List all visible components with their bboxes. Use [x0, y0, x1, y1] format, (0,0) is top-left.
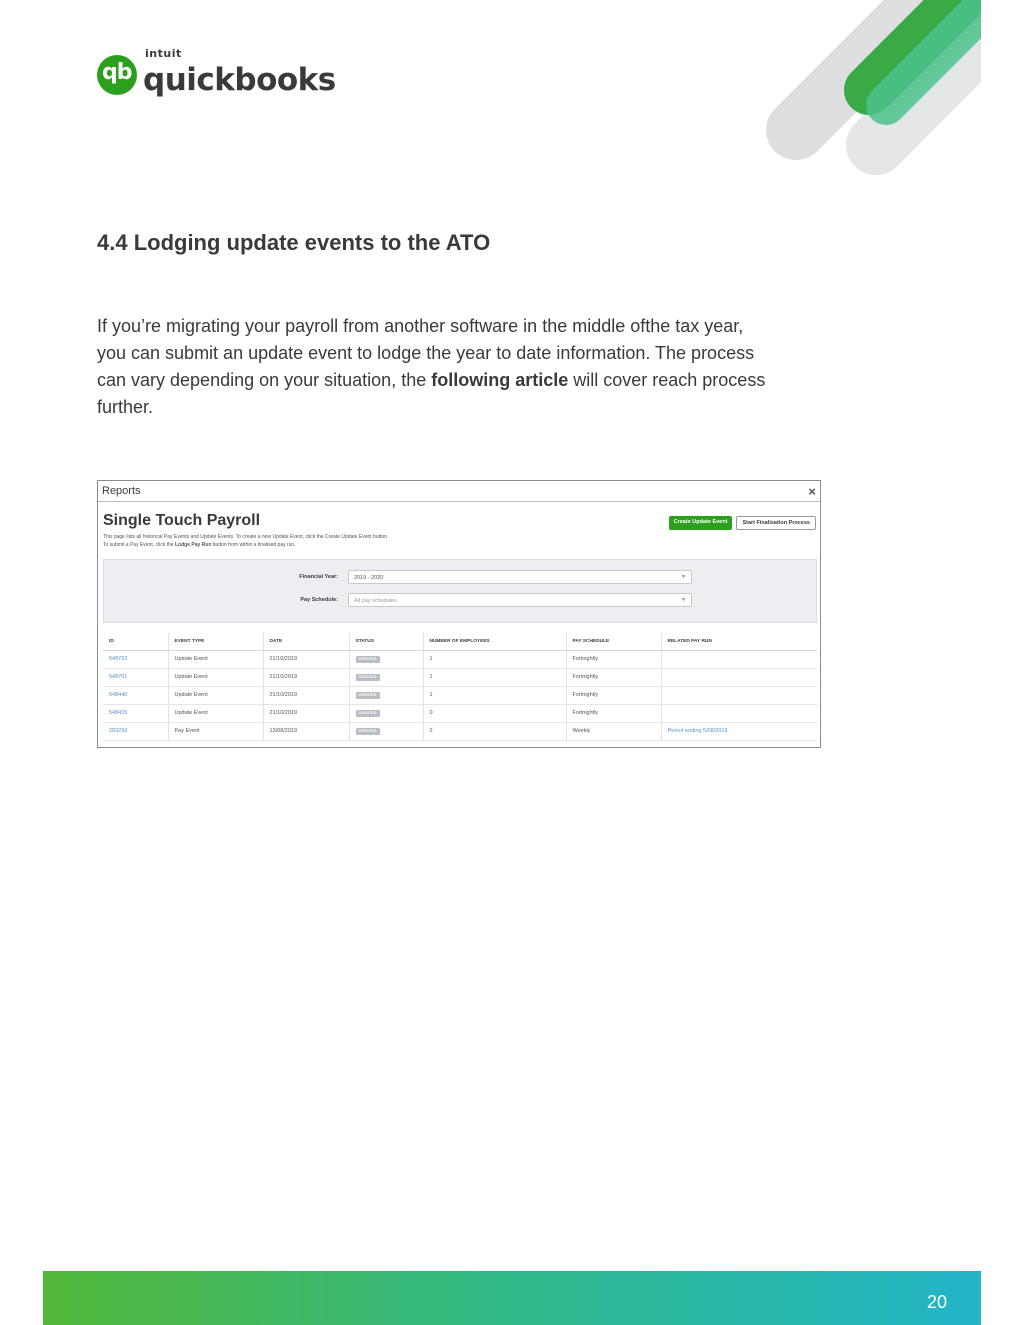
section-heading: 4.4 Lodging update events to the ATO — [97, 230, 491, 255]
related-pay-run — [661, 704, 817, 722]
header-actions — [669, 516, 816, 530]
event-status — [349, 668, 423, 686]
body-text-part1: If you’re migrating your payroll from another software in the middle ofthe tax year, you can submit an update event to lodge the year to date information. The process can vary depending on your situation, the — [97, 316, 755, 390]
pay-schedule: Fortnightly — [566, 650, 661, 668]
logo-intuit: intuit — [145, 46, 182, 60]
column-header[interactable]: STATUS — [349, 633, 423, 650]
event-date: 21/10/2019 — [263, 650, 349, 668]
event-status — [349, 722, 423, 740]
table-header-row — [103, 633, 817, 650]
event-id-link[interactable]: 548415 — [103, 704, 168, 722]
financial-year-row — [104, 570, 816, 584]
pay-schedule-select[interactable]: All pay schedules ▼ — [348, 593, 692, 607]
event-type: Update Event — [168, 650, 263, 668]
logo-quickbooks: quickbooks — [143, 61, 336, 98]
status-badge: CREATED — [356, 728, 380, 735]
pay-schedule: Fortnightly — [566, 668, 661, 686]
related-pay-run — [661, 668, 817, 686]
event-type: Update Event — [168, 668, 263, 686]
start-finalisation-button[interactable]: Start Finalisation Process — [736, 516, 816, 530]
status-badge: CREATED — [356, 710, 380, 717]
employee-count: 2 — [423, 722, 566, 740]
event-id-link[interactable]: 548722 — [103, 650, 168, 668]
column-header[interactable]: RELATED PAY RUN — [661, 633, 817, 650]
status-badge: CREATED — [356, 692, 380, 699]
description-line-1: This page lists all historical Pay Events and Update Events. To create a new Update Event, click the Create Update Event button. — [103, 534, 389, 540]
event-type: Update Event — [168, 704, 263, 722]
pay-schedule-label: Pay Schedule: — [300, 597, 338, 603]
event-date: 21/10/2019 — [263, 668, 349, 686]
financial-year-select[interactable]: 2019 - 2020 ▼ — [348, 570, 692, 584]
pay-schedule: Fortnightly — [566, 686, 661, 704]
page-description — [103, 534, 815, 549]
table-row — [103, 704, 817, 722]
column-header[interactable]: EVENT TYPE — [168, 633, 263, 650]
employee-count: 1 — [423, 668, 566, 686]
financial-year-label: Financial Year: — [299, 574, 338, 580]
following-article-link[interactable]: following article — [431, 370, 569, 390]
close-icon[interactable]: × — [808, 483, 816, 499]
page-title: Single Touch Payroll — [103, 512, 261, 529]
event-id-link[interactable]: 548440 — [103, 686, 168, 704]
event-status — [349, 686, 423, 704]
footer-bar — [43, 1271, 981, 1325]
page-number: 20 — [926, 1292, 947, 1312]
event-id-link[interactable]: 283293 — [103, 722, 168, 740]
description-line-2: To submit a Pay Event, click the Lodge Pay Run button from within a finalised pay run. — [103, 541, 296, 548]
decorative-swoosh — [751, 0, 981, 190]
status-badge: CREATED — [356, 656, 380, 663]
stp-header — [98, 502, 820, 562]
column-header[interactable]: DATE — [263, 633, 349, 650]
event-date: 13/08/2019 — [263, 722, 349, 740]
event-status — [349, 650, 423, 668]
window-title: Reports — [102, 485, 141, 497]
pay-schedule: Fortnightly — [566, 704, 661, 722]
qb-logo-icon: qb — [97, 55, 137, 95]
quickbooks-logo — [97, 46, 336, 98]
filter-panel — [103, 559, 817, 623]
pay-schedule-row — [104, 593, 816, 607]
related-pay-run — [661, 686, 817, 704]
employee-count: 0 — [423, 704, 566, 722]
related-pay-run-link[interactable]: Period ending 5/08/2019 — [661, 722, 817, 740]
employee-count: 1 — [423, 650, 566, 668]
chevron-down-icon: ▼ — [681, 597, 686, 603]
body-paragraph — [97, 313, 777, 421]
body-text-part2: will cover reach process further. — [97, 370, 766, 417]
pay-schedule: Weekly — [566, 722, 661, 740]
logo-wordmark — [143, 46, 336, 98]
stp-screenshot — [97, 480, 821, 748]
table-row — [103, 650, 817, 668]
create-update-event-button[interactable]: Create Update Event — [669, 516, 733, 530]
event-type: Pay Event — [168, 722, 263, 740]
related-pay-run — [661, 650, 817, 668]
event-date: 21/10/2019 — [263, 704, 349, 722]
status-badge: CREATED — [356, 674, 380, 681]
window-titlebar — [98, 481, 820, 502]
event-type: Update Event — [168, 686, 263, 704]
column-header[interactable]: NUMBER OF EMPLOYEES — [423, 633, 566, 650]
event-date: 21/10/2019 — [263, 686, 349, 704]
employee-count: 1 — [423, 686, 566, 704]
event-status — [349, 704, 423, 722]
table-row — [103, 686, 817, 704]
column-header[interactable]: PAY SCHEDULE — [566, 633, 661, 650]
events-table — [103, 633, 817, 741]
table-row — [103, 722, 817, 740]
table-row — [103, 668, 817, 686]
event-id-link[interactable]: 548701 — [103, 668, 168, 686]
column-header[interactable]: ID — [103, 633, 168, 650]
chevron-down-icon: ▼ — [681, 574, 686, 580]
